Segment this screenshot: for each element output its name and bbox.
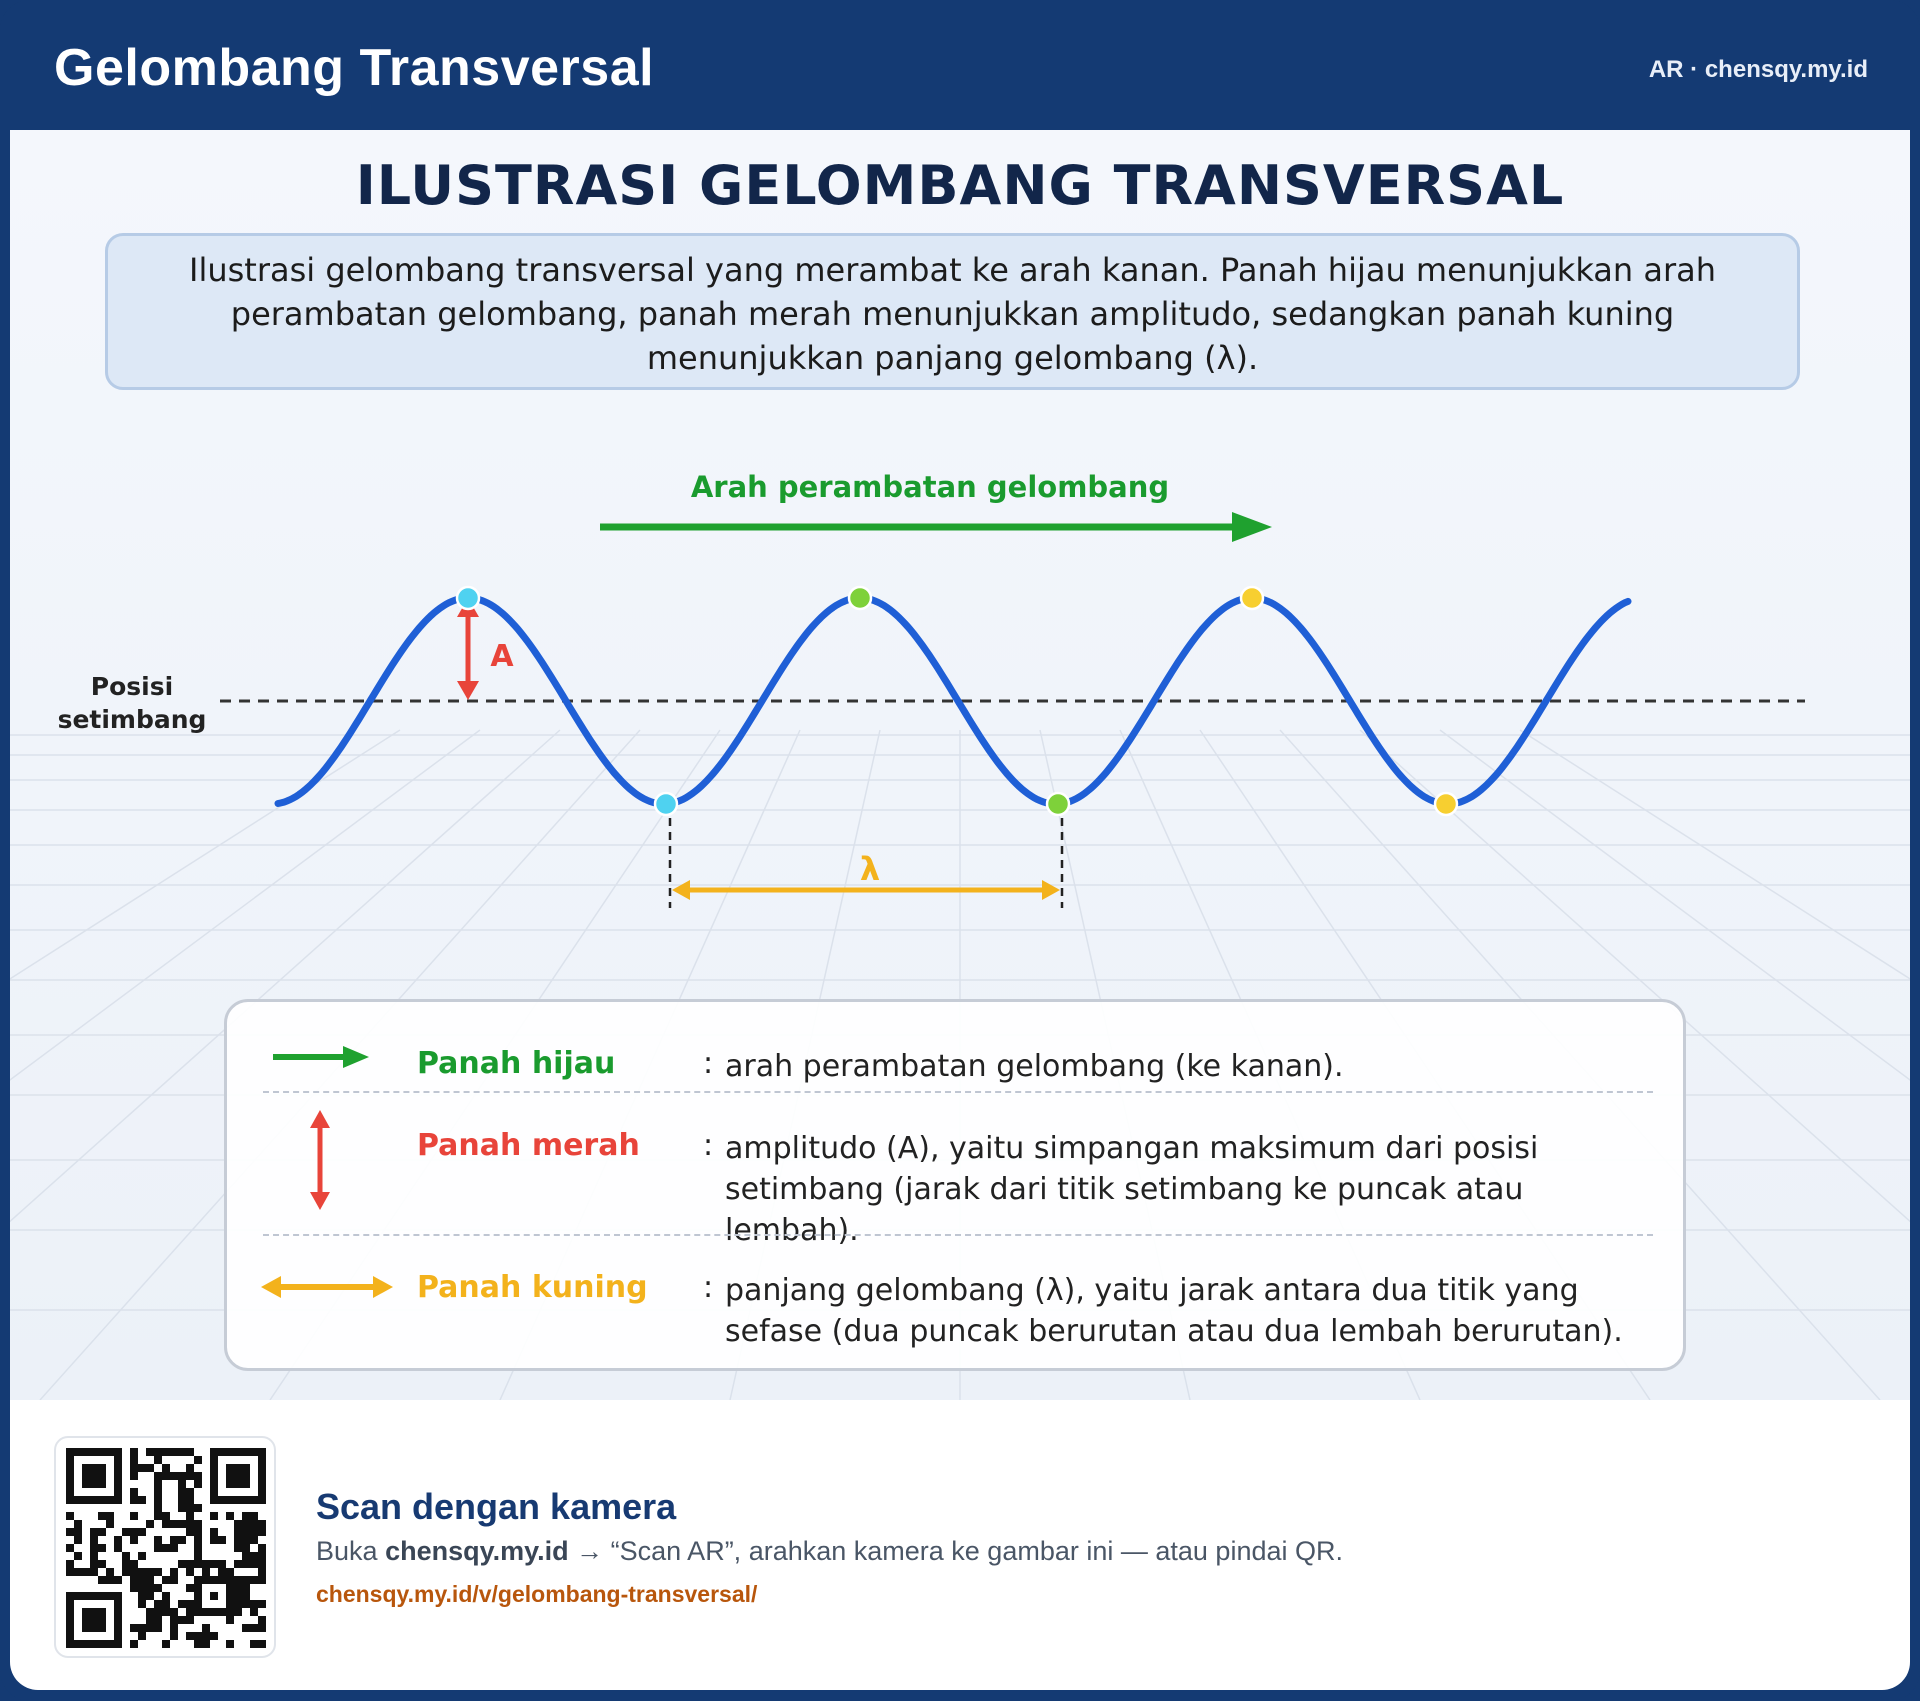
crest-point-green <box>849 587 871 609</box>
legend-desc-red: amplitudo (A), yaitu simpangan maksimum dari posisi setimbang (jarak dari titik setimbang ke puncak atau lembah). <box>725 1131 1539 1248</box>
crest-point-yellow <box>1241 587 1263 609</box>
legend-desc-yellow: panjang gelombang (λ), yaitu jarak antara dua titik yang sefase (dua puncak berurutan atau dua lembah berurutan). <box>725 1273 1623 1349</box>
footer-instruction-site[interactable]: chensqy.my.id <box>385 1536 569 1566</box>
footer-instruction-prefix: Buka <box>316 1536 378 1566</box>
header-bar <box>0 0 1920 130</box>
footer-title: Scan dengan kamera <box>316 1486 677 1527</box>
legend-item-yellow <box>227 1252 1683 1362</box>
legend-box <box>224 999 1686 1371</box>
legend-name-yellow: Panah kuning <box>417 1270 648 1305</box>
amplitude-arrow <box>457 598 479 700</box>
footer-instruction <box>316 1536 1343 1567</box>
red-vertical-double-arrow-icon <box>305 1110 335 1210</box>
diagram-panel <box>10 130 1910 1400</box>
legend-item-green <box>227 1028 1683 1088</box>
legend-colon: : <box>703 1270 714 1305</box>
description-box <box>105 233 1800 390</box>
legend-colon: : <box>703 1046 714 1081</box>
propagation-arrow-head <box>1232 512 1272 542</box>
footer-panel <box>10 1400 1910 1690</box>
legend-divider <box>263 1091 1653 1093</box>
brand-label: AR · chensqy.my.id <box>1648 56 1868 83</box>
qr-code-icon[interactable] <box>66 1448 266 1648</box>
legend-desc-green: arah perambatan gelombang (ke kanan). <box>725 1049 1344 1084</box>
crest-point-cyan <box>457 587 479 609</box>
legend-name-red: Panah merah <box>417 1128 640 1163</box>
description-text: Ilustrasi gelombang transversal yang merambat ke arah kanan. Panah hijau menunjukkan arah perambatan gelombang, panah merah menunjukkan amplitudo, sedangkan panah kuning menunjukkan panjang gelombang (λ). <box>189 251 1716 377</box>
yellow-horizontal-double-arrow-icon <box>261 1272 393 1302</box>
diagram-title: ILUSTRASI GELOMBANG TRANSVERSAL <box>355 154 1565 217</box>
trough-point-cyan <box>655 793 677 815</box>
propagation-label: Arah perambatan gelombang <box>690 470 1170 504</box>
legend-divider <box>263 1234 1653 1236</box>
wavelength-label: λ <box>859 850 881 888</box>
equilibrium-label-2: setimbang <box>57 705 207 734</box>
legend-colon: : <box>703 1128 714 1163</box>
equilibrium-label: Posisi <box>90 672 174 701</box>
trough-point-yellow <box>1435 793 1457 815</box>
green-right-arrow-icon <box>257 1042 377 1072</box>
legend-item-red <box>227 1110 1683 1248</box>
amplitude-label: A <box>490 639 514 674</box>
app-title: Gelombang Transversal <box>54 39 655 97</box>
qr-code-card[interactable] <box>54 1436 276 1658</box>
legend-name-green: Panah hijau <box>417 1046 616 1081</box>
trough-point-green <box>1047 793 1069 815</box>
footer-instruction-rest: → “Scan AR”, arahkan kamera ke gambar ini — atau pindai QR. <box>576 1536 1343 1566</box>
footer-link[interactable]: chensqy.my.id/v/gelombang-transversal/ <box>316 1581 758 1607</box>
